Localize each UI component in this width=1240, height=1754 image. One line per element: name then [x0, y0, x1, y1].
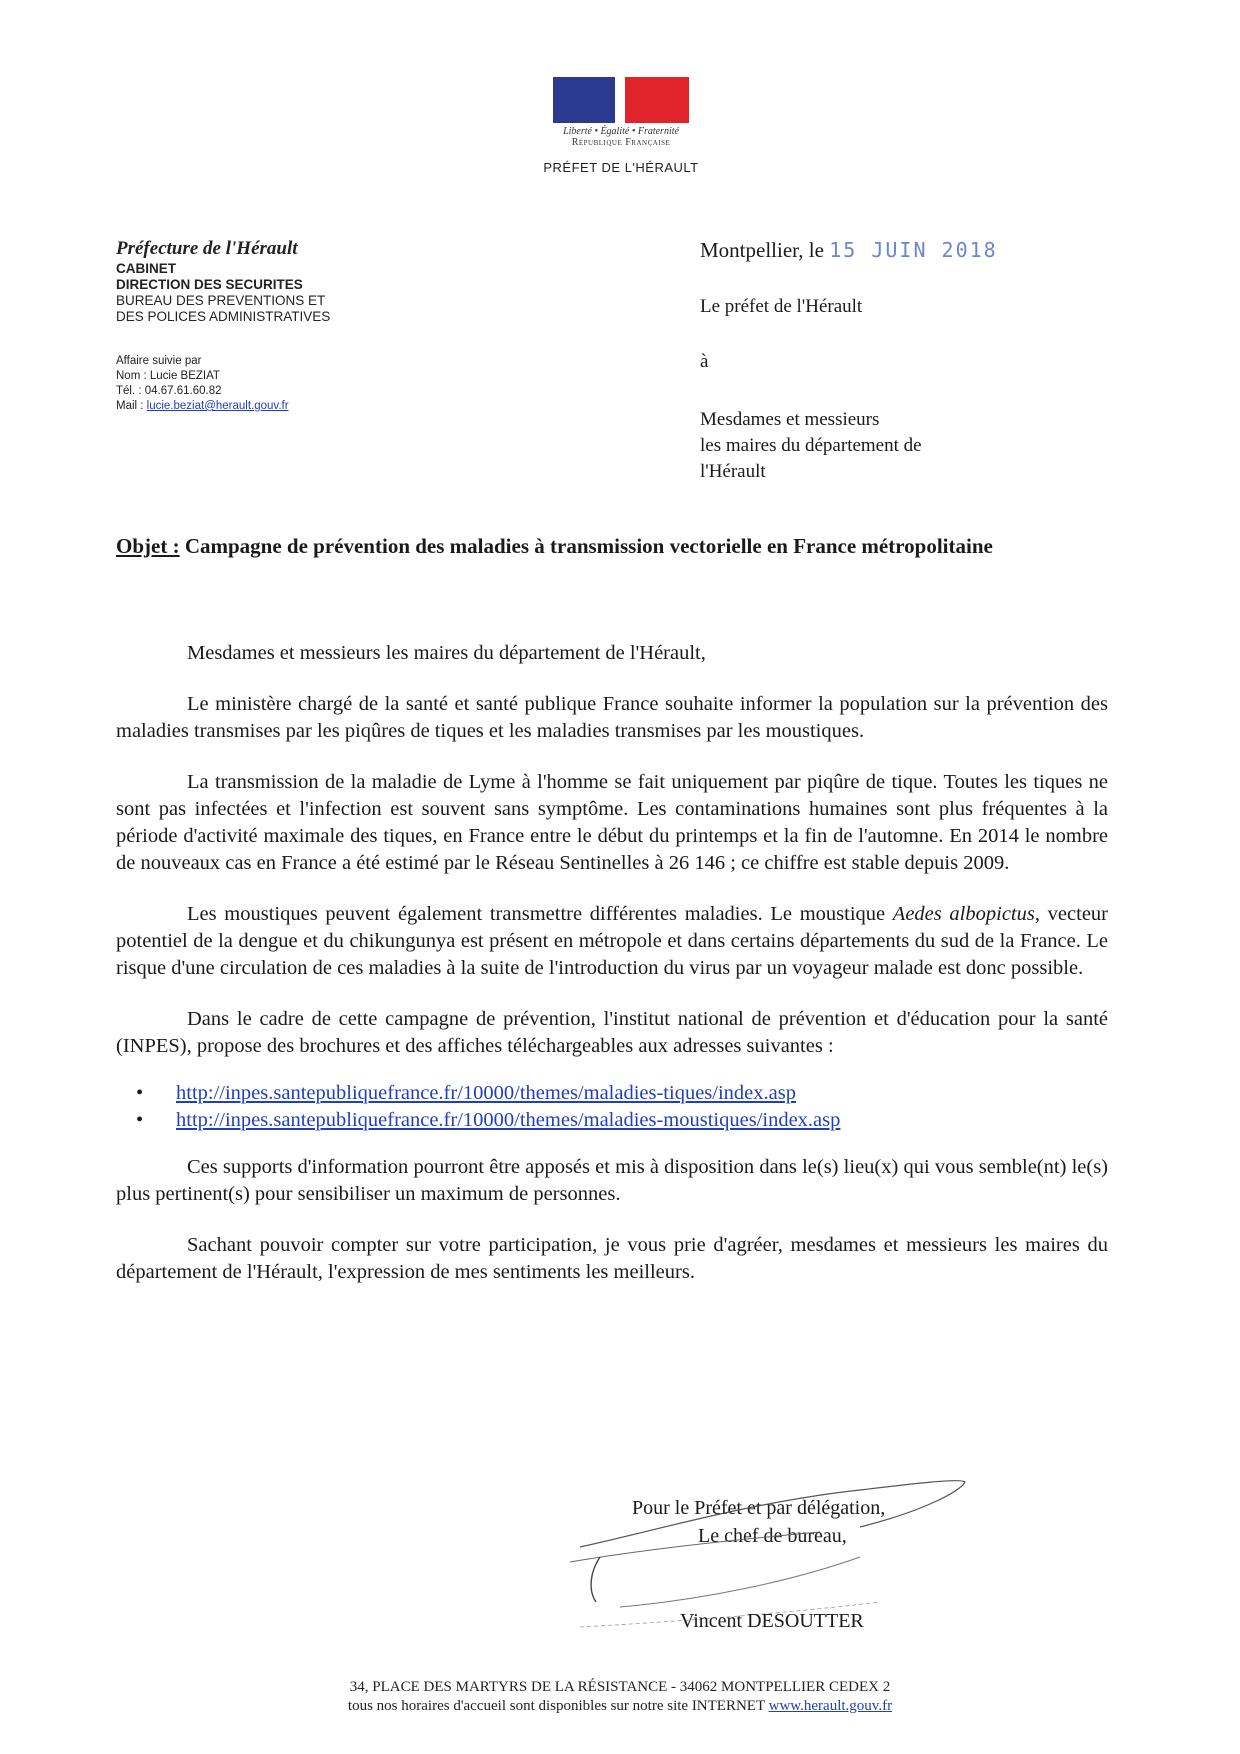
place-date	[700, 238, 998, 263]
signature-line-2: Le chef de bureau,	[698, 1525, 847, 1547]
paragraph-2: La transmission de la maladie de Lyme à l'homme se fait uniquement par piqûre de tique. Toutes les tiques ne sont pas infectées et l'infection est souvent sans symptôme. Les contaminations humaines sont plus fréquentes à la période d'activité maximale des tiques, en France entre le début du printemps et la fin de l'automne. En 2014 le nombre de nouveaux cas en France a été estimé par le Réseau Sentinelles à 26 146 ; ce chiffre est stable depuis 2009.	[116, 771, 1108, 874]
list-item	[176, 1080, 1108, 1107]
link-tiques[interactable]: http://inpes.santepubliquefrance.fr/10000/themes/maladies-tiques/index.asp	[176, 1082, 796, 1104]
paragraph-5: Ces supports d'information pourront être apposés et mis à disposition dans le(s) lieu(x) qui vous semble(nt) le(s) plus pertinent(s) pour sensibiliser un maximum de personnes.	[116, 1156, 1108, 1205]
contact-tel: Tél. : 04.67.61.60.82	[116, 385, 222, 397]
footer-hours-row	[250, 1697, 990, 1716]
paragraph-4: Dans le cadre de cette campagne de prévention, l'institut national de prévention et d'éducation pour la santé (INPES), propose des brochures et des affiches téléchargeables aux adresses suivantes :	[116, 1008, 1108, 1057]
date-stamp: 15 JUIN 2018	[829, 238, 998, 262]
subject-label: Objet :	[116, 534, 180, 558]
link-list	[116, 1080, 1108, 1134]
bureau-line-2: DES POLICES ADMINISTRATIVES	[116, 309, 331, 324]
place: Montpellier, le	[700, 238, 824, 262]
footer-hours: tous nos horaires d'accueil sont disponibles sur notre site INTERNET	[347, 1698, 765, 1714]
tricolor-flag-icon	[553, 77, 689, 123]
website-link[interactable]: www.herault.gouv.fr	[768, 1698, 893, 1714]
footer	[250, 1678, 990, 1716]
signatory-name: Vincent DESOUTTER	[680, 1610, 864, 1632]
link-moustiques[interactable]: http://inpes.santepubliquefrance.fr/10000/themes/maladies-moustiques/index.asp	[176, 1109, 841, 1131]
contact-mail-label: Mail :	[116, 400, 147, 412]
to-line-2: les maires du département de	[700, 435, 922, 456]
recipient-block	[700, 407, 1000, 485]
contact-block	[116, 354, 456, 414]
letter-body	[116, 640, 1108, 1310]
species-name: Aedes albopictus	[892, 903, 1035, 925]
salutation: Mesdames et messieurs les maires du département de l'Hérault,	[187, 642, 706, 664]
contact-name: Nom : Lucie BEZIAT	[116, 370, 220, 382]
a-line: à	[700, 351, 709, 372]
service-name: CABINET	[116, 261, 176, 276]
paragraph-1: Le ministère chargé de la santé et santé publique France souhaite informer la population sur la prévention des maladies transmises par les piqûres de tiques et les maladies transmises par les moustiques.	[116, 693, 1108, 742]
paragraph-6: Sachant pouvoir compter sur votre participation, je vous prie d'agréer, mesdames et messieurs les maires du département de l'Hérault, l'expression de mes sentiments les meilleurs.	[116, 1234, 1108, 1283]
paragraph-3-end: , vecteur potentiel de la dengue et du chikungunya est présent en métropole et dans certains départements du sud de la France. Le risque d'une circulation de ces maladies à la suite de l'introduction du virus par un voyageur malade est donc possible.	[116, 903, 1108, 979]
to-line-3: l'Hérault	[700, 461, 766, 482]
handwritten-signature-icon	[560, 1462, 980, 1632]
signature-line-1: Pour le Préfet et par délégation,	[632, 1497, 886, 1519]
direction-name: DIRECTION DES SECURITES	[116, 277, 303, 292]
from-line: Le préfet de l'Hérault	[700, 296, 863, 317]
contact-mail-link[interactable]: lucie.beziat@herault.gouv.fr	[146, 400, 289, 412]
footer-address: 34, PLACE DES MARTYRS DE LA RÉSISTANCE - 34062 MONTPELLIER CEDEX 2	[349, 1679, 891, 1695]
republique-label: République Française	[571, 137, 671, 148]
marianne-logo	[553, 77, 689, 148]
prefet-header: PRÉFET DE L'HÉRAULT	[543, 160, 699, 175]
prefecture-name: Préfecture de l'Hérault	[116, 238, 298, 259]
subject-text: Campagne de prévention des maladies à transmission vectorielle en France métropolitaine	[184, 534, 993, 558]
contact-intro: Affaire suivie par	[116, 355, 202, 367]
paragraph-3	[116, 901, 1108, 982]
motto: Liberté • Égalité • Fraternité	[563, 126, 679, 137]
contact-mail-row	[116, 399, 456, 414]
to-line-1: Mesdames et messieurs	[700, 409, 880, 430]
paragraph-3-start: Les moustiques peuvent également transmettre différentes maladies. Le moustique	[187, 903, 893, 925]
list-item	[176, 1107, 1108, 1134]
subject	[116, 533, 1016, 559]
sender-block	[116, 238, 456, 325]
bureau-line-1: BUREAU DES PREVENTIONS ET	[116, 293, 326, 308]
